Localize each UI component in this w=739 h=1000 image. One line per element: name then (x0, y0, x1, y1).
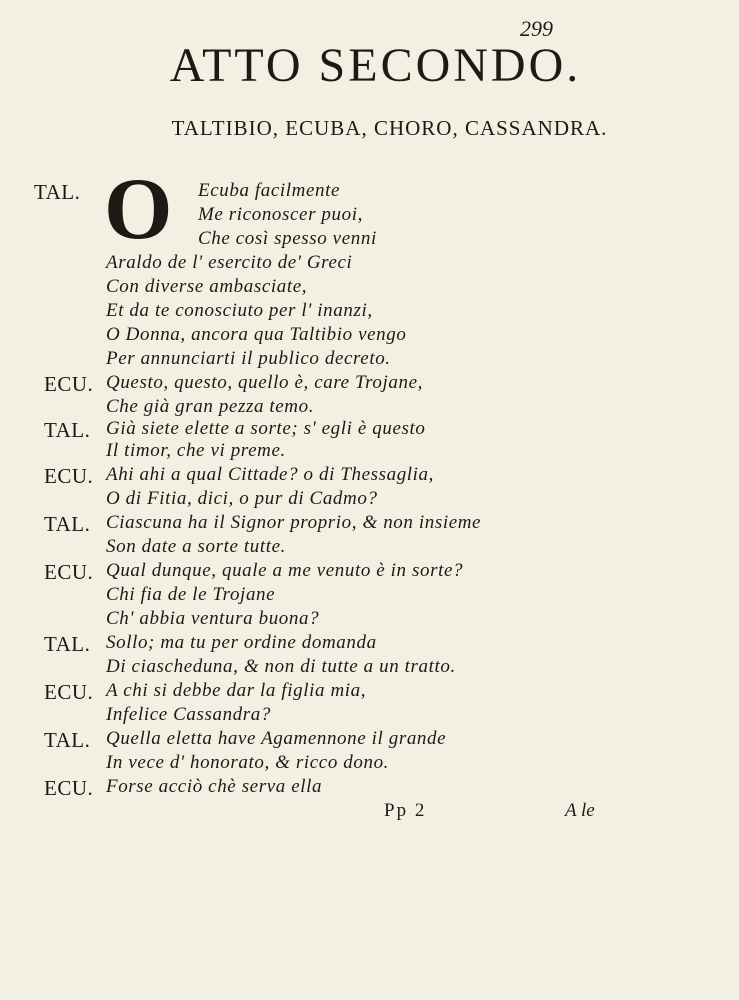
speaker-label: TAL. (44, 632, 91, 656)
verse-line: Infelice Cassandra? (106, 704, 271, 725)
speaker-label: TAL. (34, 180, 81, 204)
verse-line: Chi fia de le Trojane (106, 584, 276, 605)
verse-line: In vece d' honorato, & ricco dono. (106, 752, 390, 773)
catchword: A le (565, 800, 595, 821)
verse-line: O di Fitia, dici, o pur di Cadmo? (106, 488, 378, 509)
verse-line: Il timor, che vi preme. (106, 440, 286, 461)
verse-line: Forse acciò chè serva ella (106, 776, 323, 797)
speaker-label: ECU. (44, 776, 94, 800)
verse-line: Di ciascheduna, & non di tutte a un tratto. (106, 656, 456, 677)
speaker-label: TAL. (44, 728, 91, 752)
drop-cap: O (104, 161, 173, 258)
verse-line: Questo, questo, quello è, care Trojane, (106, 372, 423, 393)
verse-line: Ahi ahi a qual Cittade? o di Thessaglia, (106, 464, 435, 485)
verse-line: Che già gran pezza temo. (106, 396, 315, 417)
act-title: ATTO SECONDO. (169, 39, 582, 92)
verse-line: Ciascuna ha il Signor proprio, & non insieme (106, 512, 482, 533)
footer-signature: Pp 2 (384, 800, 427, 821)
verse-line: Me riconoscer puoi, (198, 204, 363, 225)
verse-line: Sollo; ma tu per ordine domanda (106, 632, 377, 653)
verse-line: Araldo de l' esercito de' Greci (106, 252, 353, 273)
verse-line: O Donna, ancora qua Taltibio vengo (106, 324, 407, 345)
verse-line: Con diverse ambasciate, (106, 276, 308, 297)
speaker-label: ECU. (44, 680, 94, 704)
verse-line: Ecuba facilmente (198, 180, 341, 201)
page-number: 299 (520, 16, 553, 41)
speaker-label: TAL. (44, 512, 91, 536)
speaker-label: ECU. (44, 372, 94, 396)
verse-line: Per annunciarti il publico decreto. (106, 348, 391, 369)
speaker-label: ECU. (44, 464, 94, 488)
verse-line: Et da te conosciuto per l' inanzi, (106, 300, 373, 321)
verse-line: Son date a sorte tutte. (106, 536, 287, 557)
verse-line: Quella eletta have Agamennone il grande (106, 728, 447, 749)
verse-line: Già siete elette a sorte; s' egli è questo (106, 418, 426, 439)
verse-line: A chi si debbe dar la figlia mia, (106, 680, 367, 701)
speaker-label: ECU. (44, 560, 94, 584)
verse-line: Che così spesso venni (198, 228, 377, 249)
verse-line: Ch' abbia ventura buona? (106, 608, 320, 629)
verse-line: Qual dunque, quale a me venuto è in sorte? (106, 560, 464, 581)
scene-heading: TALTIBIO, ECUBA, CHORO, CASSANDRA. (171, 116, 608, 140)
speaker-label: TAL. (44, 418, 91, 442)
